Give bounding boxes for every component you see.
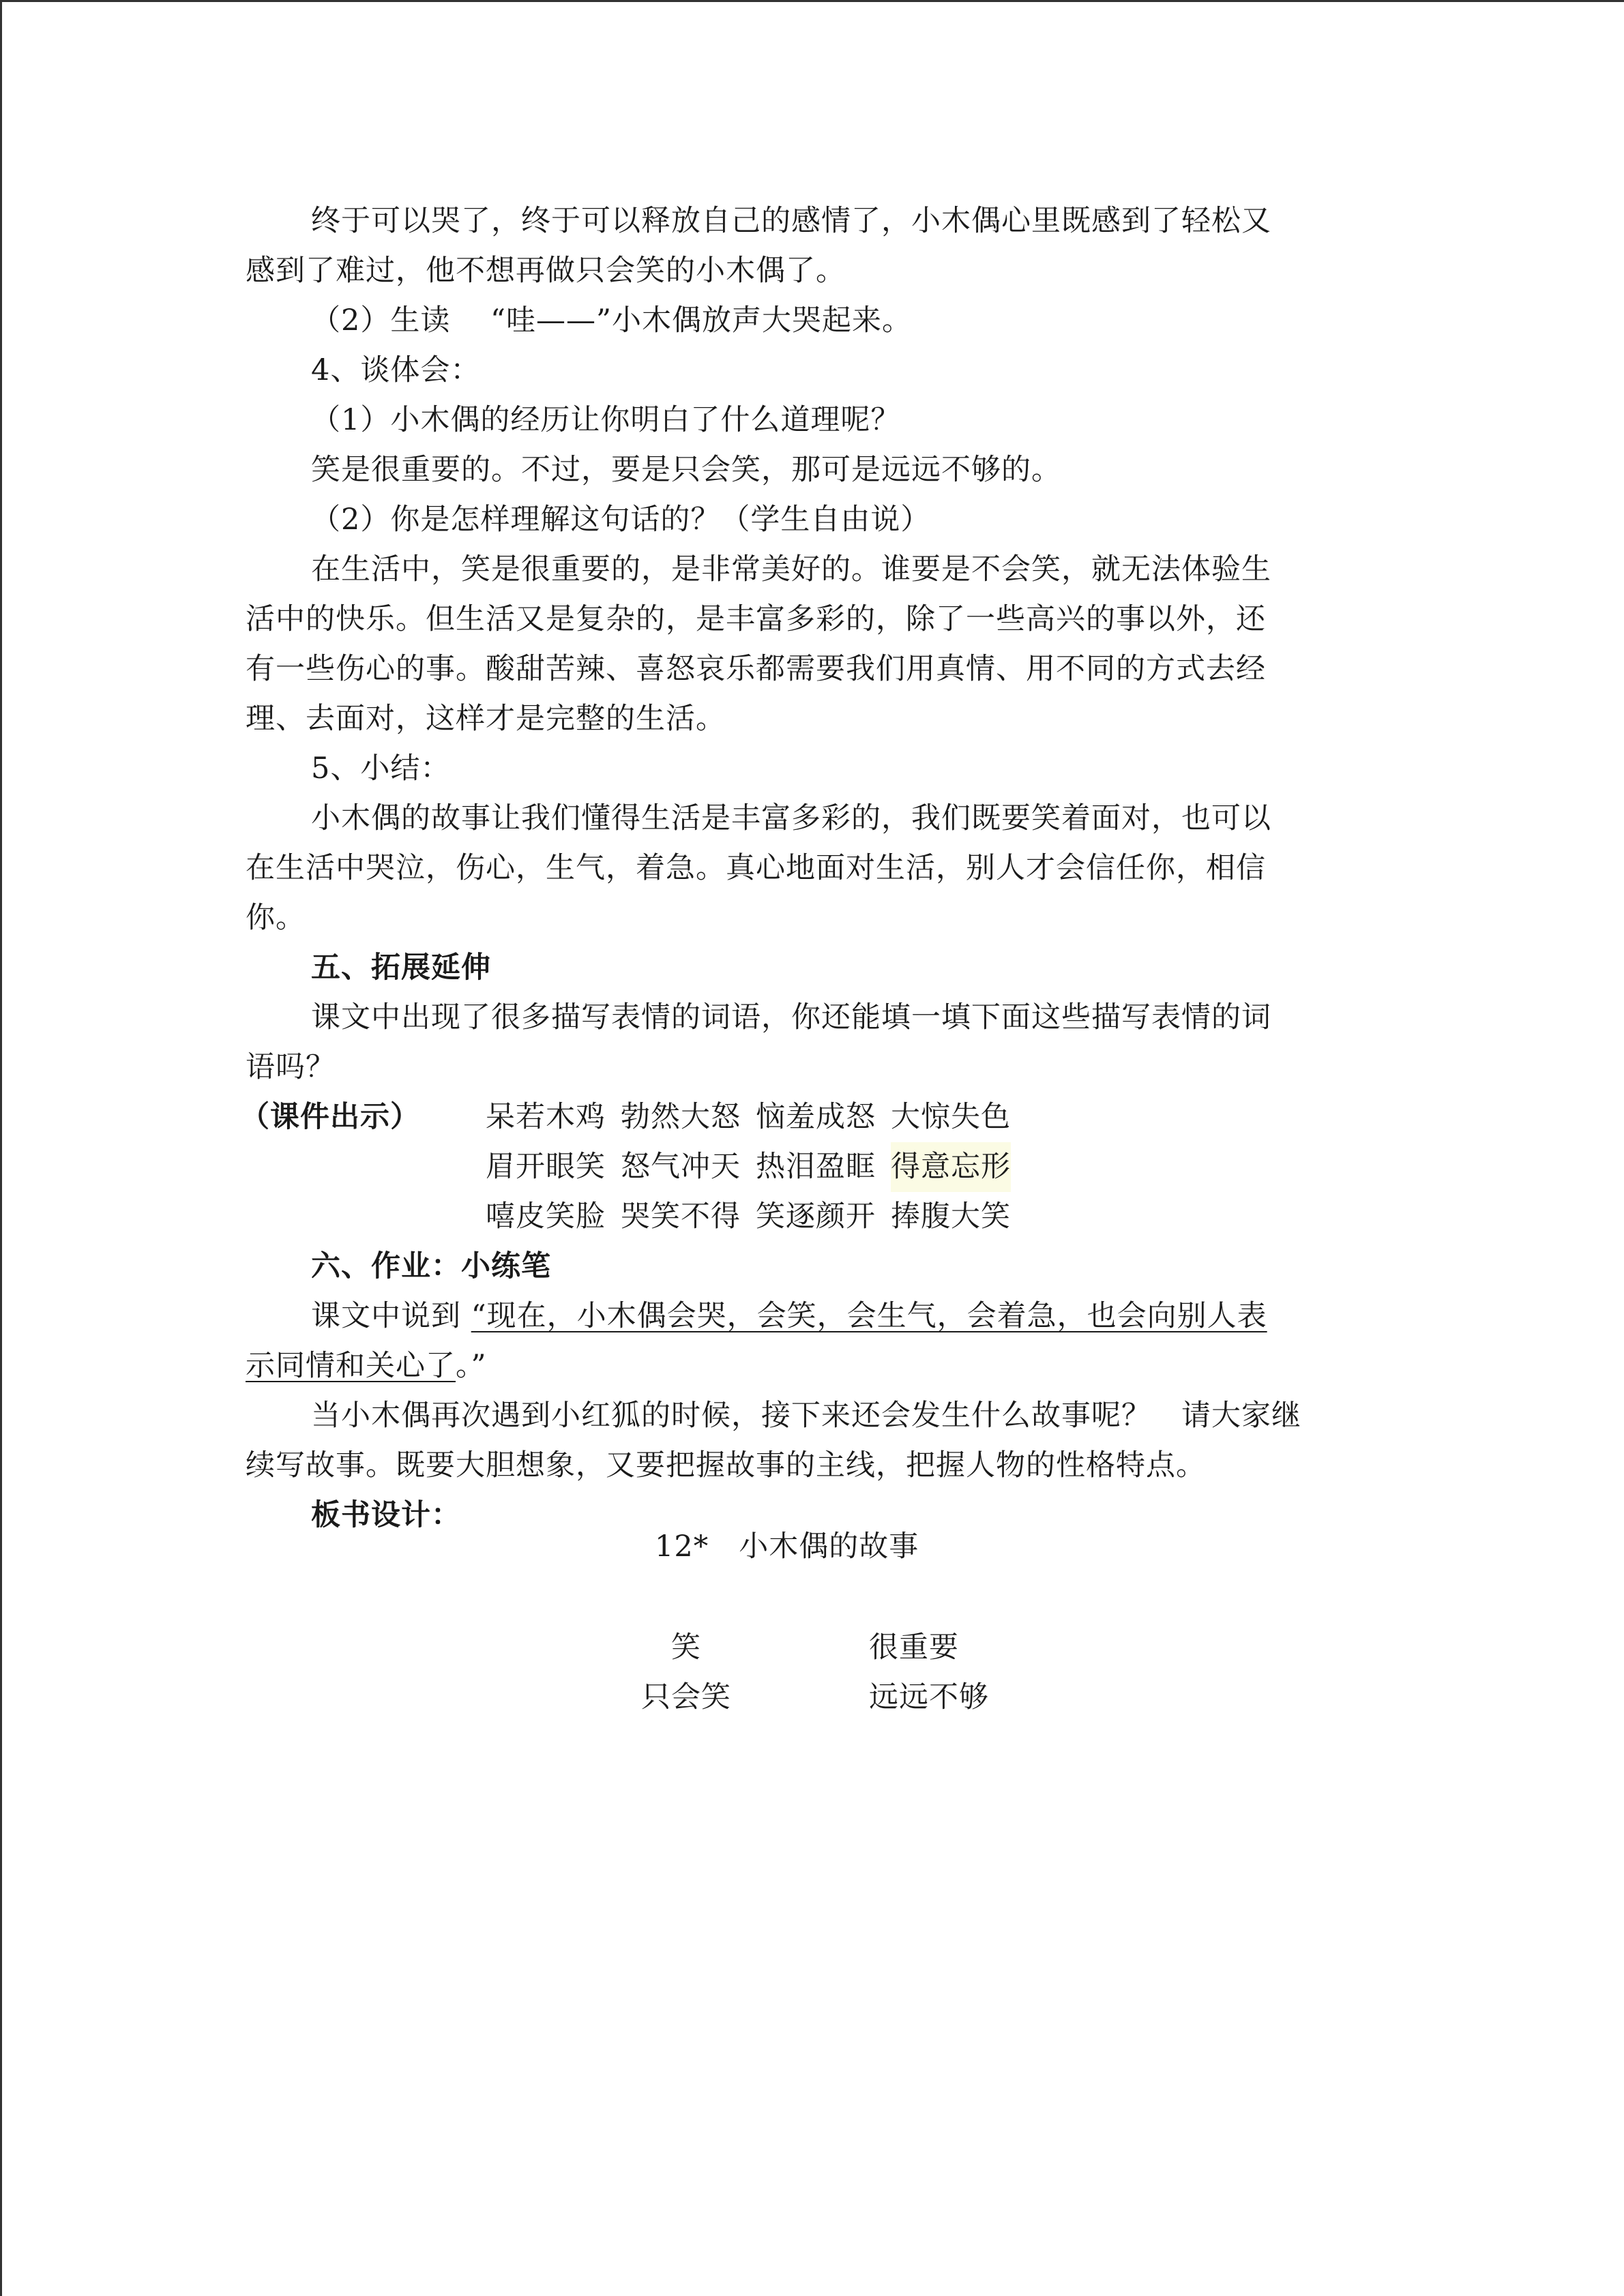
word: 恼羞成怒 [756, 1100, 876, 1134]
word: 哭笑不得 [621, 1199, 741, 1234]
word-row [486, 1142, 1011, 1192]
heading-extension: 五、拓展延伸 [311, 951, 491, 985]
paragraph-line: 有一些伤心的事。酸甜苦辣、喜怒哀乐都需要我们用真情、用不同的方式去经 [246, 652, 1266, 686]
quote-intro: 课文中说到 [311, 1299, 471, 1333]
paragraph-line: 笑是很重要的。不过，要是只会笑，那可是远远不够的。 [311, 453, 1061, 487]
quote-end: 。” [456, 1349, 487, 1383]
paragraph-line: 活中的快乐。但生活又是复杂的，是丰富多彩的，除了一些高兴的事以外，还 [246, 602, 1266, 636]
word-row [486, 1192, 1011, 1242]
heading-homework: 六、作业：小练笔 [311, 1249, 551, 1283]
paragraph-line: 在生活中，笑是很重要的，是非常美好的。谁要是不会笑，就无法体验生 [311, 552, 1271, 586]
word: 捧腹大笑 [891, 1199, 1011, 1234]
word: 呆若木鸡 [486, 1100, 606, 1134]
word: 笑逐颜开 [756, 1199, 876, 1234]
section-heading-5: 5、小结： [311, 751, 451, 786]
word: 热泪盈眶 [756, 1150, 876, 1184]
question-1: （1）小木偶的经历让你明白了什么道理呢？ [311, 403, 901, 437]
board-left-2: 只会笑 [641, 1680, 731, 1714]
document-body [240, 196, 1379, 1540]
question-2: （2）你是怎样理解这句话的？（学生自由说） [311, 503, 931, 537]
paragraph-line: 在生活中哭泣，伤心，生气，着急。真心地面对生活，别人才会信任你，相信 [246, 851, 1266, 885]
board-right-1: 很重要 [869, 1630, 959, 1665]
heading-board-design: 板书设计： [311, 1498, 461, 1532]
courseware-label: （课件出示） [240, 1100, 420, 1134]
page-border-left [0, 0, 2, 2296]
word-row [486, 1092, 1011, 1142]
paragraph-line [246, 1341, 1379, 1391]
paragraph-line: 你。 [246, 901, 306, 935]
paragraph-line: 课文中出现了很多描写表情的词语，你还能填一填下面这些描写表情的词 [311, 1000, 1271, 1034]
paragraph-line: 语吗？ [246, 1050, 336, 1084]
word: 怒气冲天 [621, 1150, 741, 1184]
word: 嘻皮笑脸 [486, 1199, 606, 1234]
courseware-words [240, 1092, 1379, 1242]
quote-underlined: 示同情和关心了 [246, 1349, 456, 1383]
quote-underlined: “现在，小木偶会哭，会笑，会生气，会着急，也会向别人表 [471, 1299, 1267, 1333]
word: 大惊失色 [891, 1100, 1011, 1134]
section-heading-4: 4、谈体会： [311, 353, 481, 387]
paragraph-line: 小木偶的故事让我们懂得生活是丰富多彩的，我们既要笑着面对，也可以 [311, 801, 1271, 835]
page-border-top [0, 0, 1624, 2]
word-highlighted: 得意忘形 [891, 1142, 1011, 1192]
paragraph-line: 感到了难过，他不想再做只会笑的小木偶了。 [246, 254, 846, 288]
word: 眉开眼笑 [486, 1150, 606, 1184]
paragraph-line: （2）生读 “哇——”小木偶放声大哭起来。 [311, 303, 912, 338]
word-grid [486, 1092, 1011, 1242]
paragraph-line: 当小木偶再次遇到小红狐的时候，接下来还会发生什么故事呢？ 请大家继 [311, 1399, 1301, 1433]
paragraph-line: 理、去面对，这样才是完整的生活。 [246, 702, 726, 736]
paragraph-line: 续写故事。既要大胆想象，又要把握故事的主线，把握人物的性格特点。 [246, 1448, 1206, 1482]
board-left-1: 笑 [671, 1630, 701, 1665]
board-right-2: 远远不够 [869, 1680, 989, 1714]
paragraph-line: 终于可以哭了，终于可以释放自己的感情了，小木偶心里既感到了轻松又 [311, 204, 1271, 238]
board-title: 12* 小木偶的故事 [655, 1530, 919, 1564]
paragraph-line [246, 1292, 1379, 1341]
word: 勃然大怒 [621, 1100, 741, 1134]
